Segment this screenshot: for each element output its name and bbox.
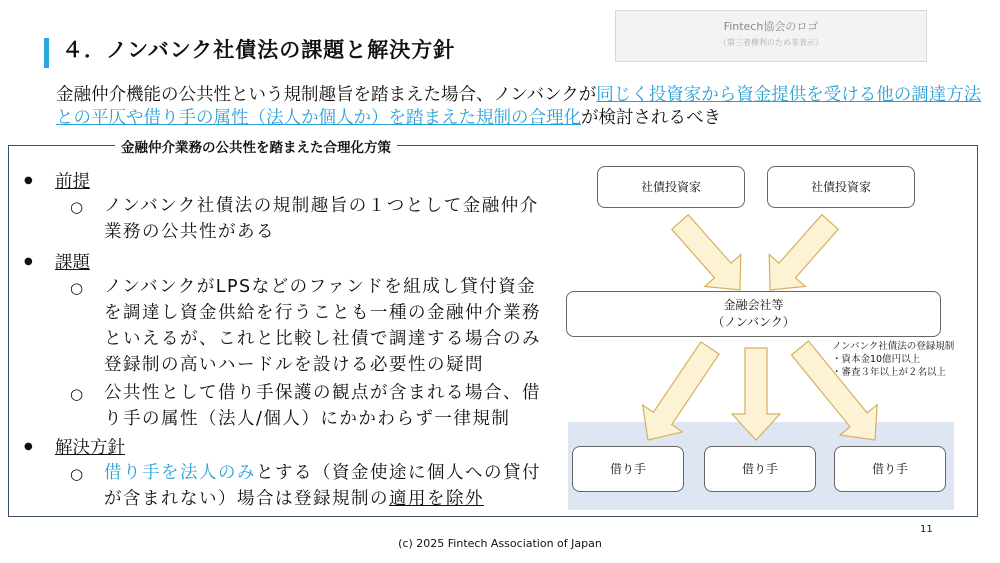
investor-label-1: 社債投資家	[640, 179, 701, 194]
section-heading-solution: 解決方針	[55, 438, 125, 458]
arrow-investor2-to-company	[769, 215, 838, 290]
borrower-label-1: 借り手	[609, 461, 646, 476]
issue-item-2: 公共性として借り手保護の観点が含まれる場合、借り手の属性（法人/個人）にかかわらず一律規制	[104, 383, 541, 429]
lead-text-1: 金融仲介機能の公共性という規制趣旨を踏まえた場合、ノンバンクが	[56, 85, 597, 105]
issue-item-1: ノンバンクがLPSなどのファンドを組成し貸付資金を調達し資金供給を行うことも一種の金融仲介業務といえるが、これと比較し社債で調達する場合のみ登録制の高いハードルを設ける必要性の疑問	[104, 277, 541, 375]
nonbank-company-box	[566, 291, 941, 337]
investor-box-2	[767, 166, 915, 208]
lead-text-2: が検討されるべき	[581, 108, 721, 128]
investor-box-1	[597, 166, 745, 208]
panel-title: 金融仲介業務の公共性を踏まえた合理化方策	[115, 136, 397, 156]
logo-subtext: （第三者権利のため非表示）	[719, 38, 823, 47]
note-title: ノンバンク社債法の登録規制	[832, 341, 955, 352]
sub-bullet-icon: ○	[70, 279, 84, 297]
borrower-label-3: 借り手	[871, 461, 908, 476]
bullet-icon: ●	[24, 175, 33, 186]
borrower-box-2	[704, 446, 816, 492]
arrow-company-to-borrower1	[643, 342, 720, 440]
bullet-icon: ●	[24, 256, 33, 267]
investor-label-2: 社債投資家	[810, 179, 871, 194]
solution-underlined: 適用を除外	[389, 489, 484, 509]
borrower-box-3	[834, 446, 946, 492]
logo-label: Fintech協会のロゴ	[723, 20, 819, 33]
bullet-icon: ●	[24, 441, 33, 452]
section-heading-premise: 前提	[55, 172, 90, 192]
borrower-box-1	[572, 446, 684, 492]
premise-item: ノンバンク社債法の規制趣旨の１つとして金融仲介業務の公共性がある	[104, 196, 539, 242]
arrow-investor1-to-company	[672, 215, 741, 290]
solution-text: とする（資金使途に個人への貸付が含まれない）場合は登録規制の	[104, 463, 541, 509]
borrower-label-2: 借り手	[741, 461, 778, 476]
company-label: 金融会社等	[723, 298, 784, 312]
page-number: 11	[920, 524, 933, 535]
sub-bullet-icon: ○	[70, 465, 84, 483]
note-item-2: ・審査３年以上が２名以上	[832, 367, 947, 378]
section-heading-issue: 課題	[55, 253, 90, 273]
solution-highlight: 借り手を法人のみ	[104, 463, 256, 483]
registration-note	[832, 340, 954, 379]
page-title: ４．ノンバンク社債法の課題と解決方針	[62, 38, 456, 62]
arrow-company-to-borrower2	[732, 348, 780, 440]
company-sublabel: （ノンバンク）	[712, 315, 795, 329]
sub-bullet-icon: ○	[70, 198, 84, 216]
note-item-1: ・資本金10億円以上	[832, 354, 921, 365]
lead-highlight-link[interactable]: 同じく投資家から資金提供を受ける他の調達方法との平仄や借り手の属性（法人か個人か）を踏まえた規制の合理化	[56, 85, 982, 128]
sub-bullet-icon: ○	[70, 385, 84, 403]
copyright: (c) 2025 Fintech Association of Japan	[398, 537, 602, 550]
